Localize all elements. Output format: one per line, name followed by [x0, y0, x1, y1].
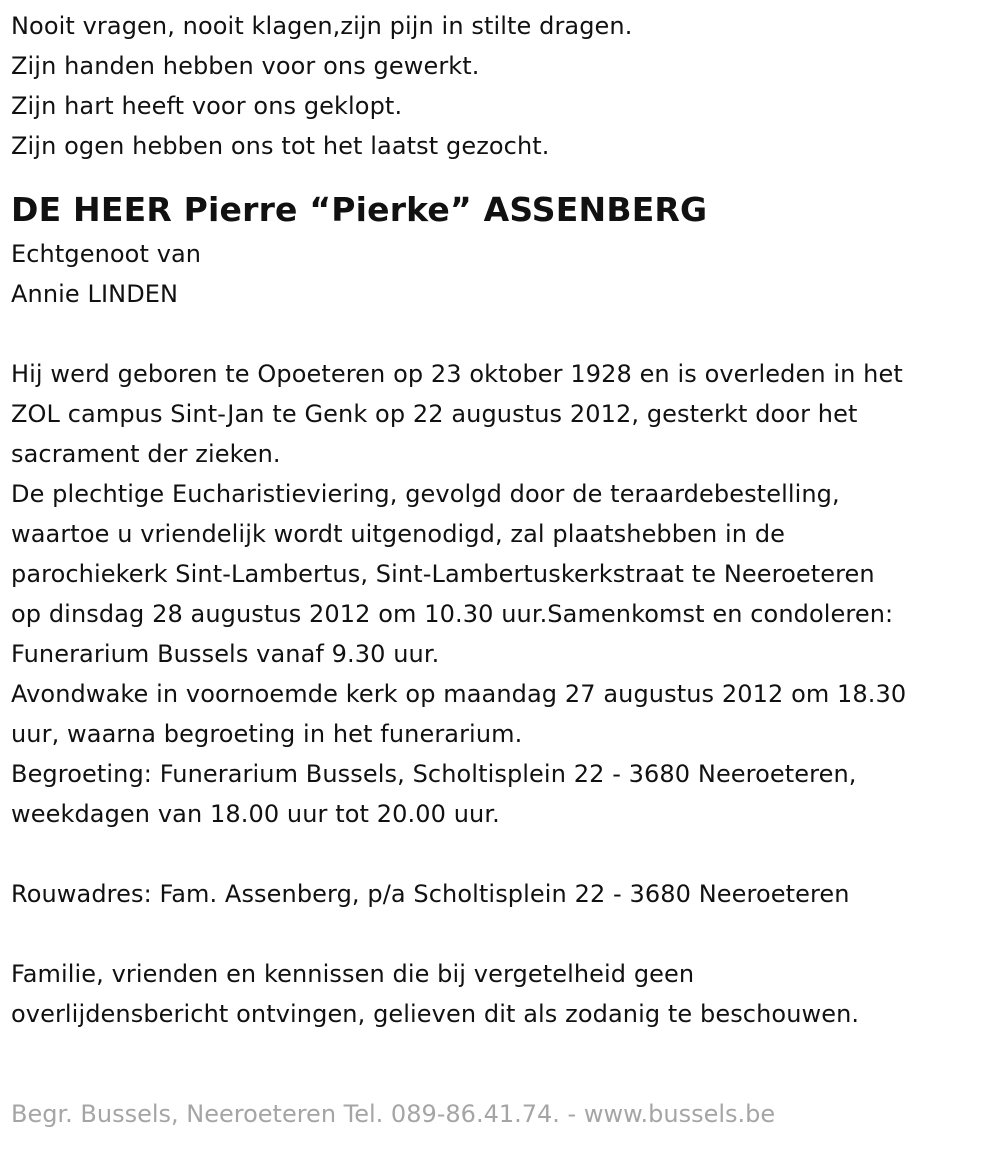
poem-line: Zijn hart heeft voor ons geklopt. — [11, 92, 403, 120]
announcement-line: Funerarium Bussels vanaf 9.30 uur. — [11, 640, 440, 668]
announcement-line: weekdagen van 18.00 uur tot 20.00 uur. — [11, 800, 500, 828]
family-notice-line: Familie, vrienden en kennissen die bij vergetelheid geen — [11, 960, 695, 988]
announcement-text — [11, 354, 1000, 834]
spacer — [11, 314, 1000, 354]
family-notice — [11, 954, 1000, 1034]
funeral-home-footer: Begr. Bussels, Neeroeteren Tel. 089-86.41.74. - www.bussels.be — [11, 1100, 776, 1128]
announcement-line: Begroeting: Funerarium Bussels, Scholtisplein 22 - 3680 Neeroeteren, — [11, 760, 857, 788]
mourning-address: Rouwadres: Fam. Assenberg, p/a Scholtisplein 22 - 3680 Neeroeteren — [11, 880, 850, 908]
poem-line: Zijn handen hebben voor ons gewerkt. — [11, 52, 480, 80]
deceased-name: DE HEER Pierre “Pierke” ASSENBERG — [11, 190, 708, 229]
announcement-line: De plechtige Eucharistieviering, gevolgd door de teraardebestelling, — [11, 480, 840, 508]
poem-line: Nooit vragen, nooit klagen,zijn pijn in stilte dragen. — [11, 12, 633, 40]
announcement-line: op dinsdag 28 augustus 2012 om 10.30 uur.Samenkomst en condoleren: — [11, 600, 894, 628]
spacer — [11, 834, 1000, 874]
announcement-line: Hij werd geboren te Opoeteren op 23 oktober 1928 en is overleden in het — [11, 360, 903, 388]
poem — [11, 0, 1000, 166]
family-notice-line: overlijdensbericht ontvingen, gelieven dit als zodanig te beschouwen. — [11, 1000, 860, 1028]
announcement-line: ZOL campus Sint-Jan te Genk op 22 augustus 2012, gesterkt door het — [11, 400, 858, 428]
relation-label: Echtgenoot van — [11, 240, 202, 268]
spouse-name: Annie LINDEN — [11, 280, 179, 308]
announcement-line: waartoe u vriendelijk wordt uitgenodigd, zal plaatshebben in de — [11, 520, 786, 548]
poem-line: Zijn ogen hebben ons tot het laatst gezocht. — [11, 132, 550, 160]
announcement-line: uur, waarna begroeting in het funerarium. — [11, 720, 523, 748]
announcement-line: Avondwake in voornoemde kerk op maandag 27 augustus 2012 om 18.30 — [11, 680, 907, 708]
announcement-line: sacrament der zieken. — [11, 440, 281, 468]
spacer — [11, 914, 1000, 954]
announcement-line: parochiekerk Sint-Lambertus, Sint-Lambertuskerkstraat te Neeroeteren — [11, 560, 875, 588]
